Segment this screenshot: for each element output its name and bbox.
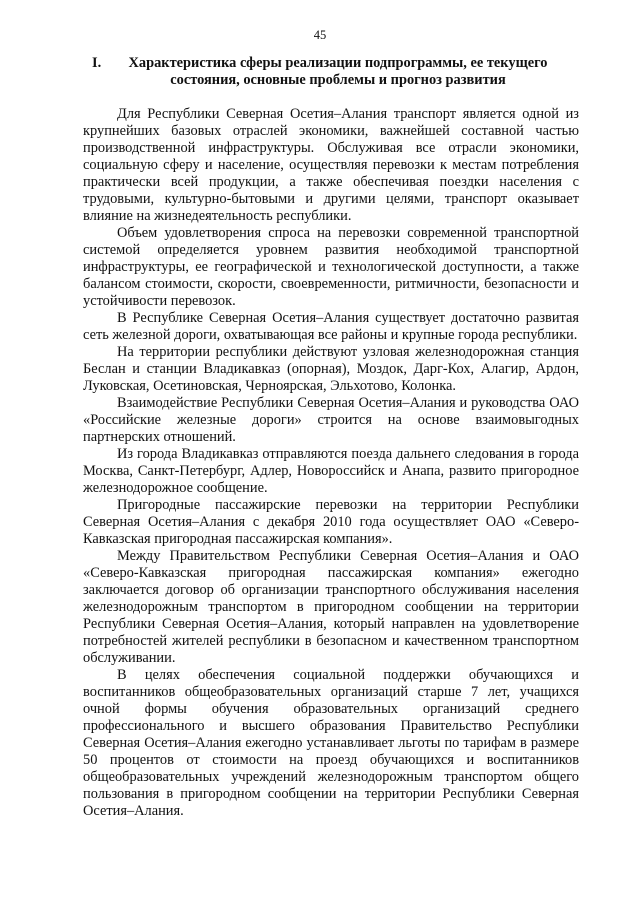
paragraph: Для Республики Северная Осетия–Алания транспорт является одной из крупнейших базовых отраслей экономики, важнейшей составной частью производственной инфраструктуры. Обслуживая все отрасли экономики, социальную сферу и население, осуществляя перевозки к местам потребления практически всей продукции, а также обеспечивая поездки населения с трудовыми, культурно-бытовыми и другими целями, транспорт оказывает влияние на жизнедеятельность республики. bbox=[83, 106, 579, 224]
section-heading bbox=[92, 55, 562, 89]
paragraph: Между Правительством Республики Северная Осетия–Алания и ОАО «Северо-Кавказская пригородная пассажирская компания» ежегодно заключается договор об организации транспортного обслуживания населения железнодорожным транспортом в пригородном сообщении на территории Республики Северная Осетия–Алания, который направлен на удовлетворение потребностей жителей республики в безопасном и качественном транспортном обслуживании. bbox=[83, 548, 579, 666]
paragraph: В Республике Северная Осетия–Алания существует достаточно развитая сеть железной дороги, охватывающая все районы и крупные города республики. bbox=[83, 310, 579, 343]
paragraph: Объем удовлетворения спроса на перевозки современной транспортной системой определяется уровнем развития необходимой транспортной инфраструктуры, ее географической и технологической доступности, а также балансом стоимости, скорости, своевременности, ритмичности, безопасности и устойчивости перевозок. bbox=[83, 225, 579, 309]
paragraph: В целях обеспечения социальной поддержки обучающихся и воспитанников общеобразовательных организаций старше 7 лет, учащихся очной формы обучения образовательных организаций среднего профессионального и высшего образования Правительство Республики Северная Осетия–Алания ежегодно устанавливает льготы по тарифам в размере 50 процентов от стоимости на проезд обучающихся и воспитанников общеобразовательных учреждений железнодорожным транспортом общего пользования в пригородном сообщении на территории Республики Северная Осетия–Алания. bbox=[83, 667, 579, 819]
section-title: Характеристика сферы реализации подпрограммы, ее текущего состояния, основные проблемы и прогноз развития bbox=[128, 55, 548, 88]
paragraph: Пригородные пассажирские перевозки на территории Республики Северная Осетия–Алания с декабря 2010 года осуществляет ОАО «Северо-Кавказская пригородная пассажирская компания». bbox=[83, 497, 579, 547]
paragraph: На территории республики действуют узловая железнодорожная станция Беслан и станции Владикавказ (опорная), Моздок, Дарг-Кох, Алагир, Ардон, Луковская, Осетиновская, Черноярская, Эльхотово, Колонка. bbox=[83, 344, 579, 394]
page-number: 45 bbox=[313, 28, 327, 42]
paragraph: Из города Владикавказ отправляются поезда дальнего следования в города Москва, Санкт-Петербург, Адлер, Новороссийск и Анапа, развито пригородное железнодорожное сообщение. bbox=[83, 446, 579, 496]
section-number: I. bbox=[92, 55, 102, 71]
paragraph: Взаимодействие Республики Северная Осетия–Алания и руководства ОАО «Российские железные дороги» строится на основе взаимовыгодных партнерских отношений. bbox=[83, 395, 579, 445]
body-text bbox=[83, 106, 579, 820]
